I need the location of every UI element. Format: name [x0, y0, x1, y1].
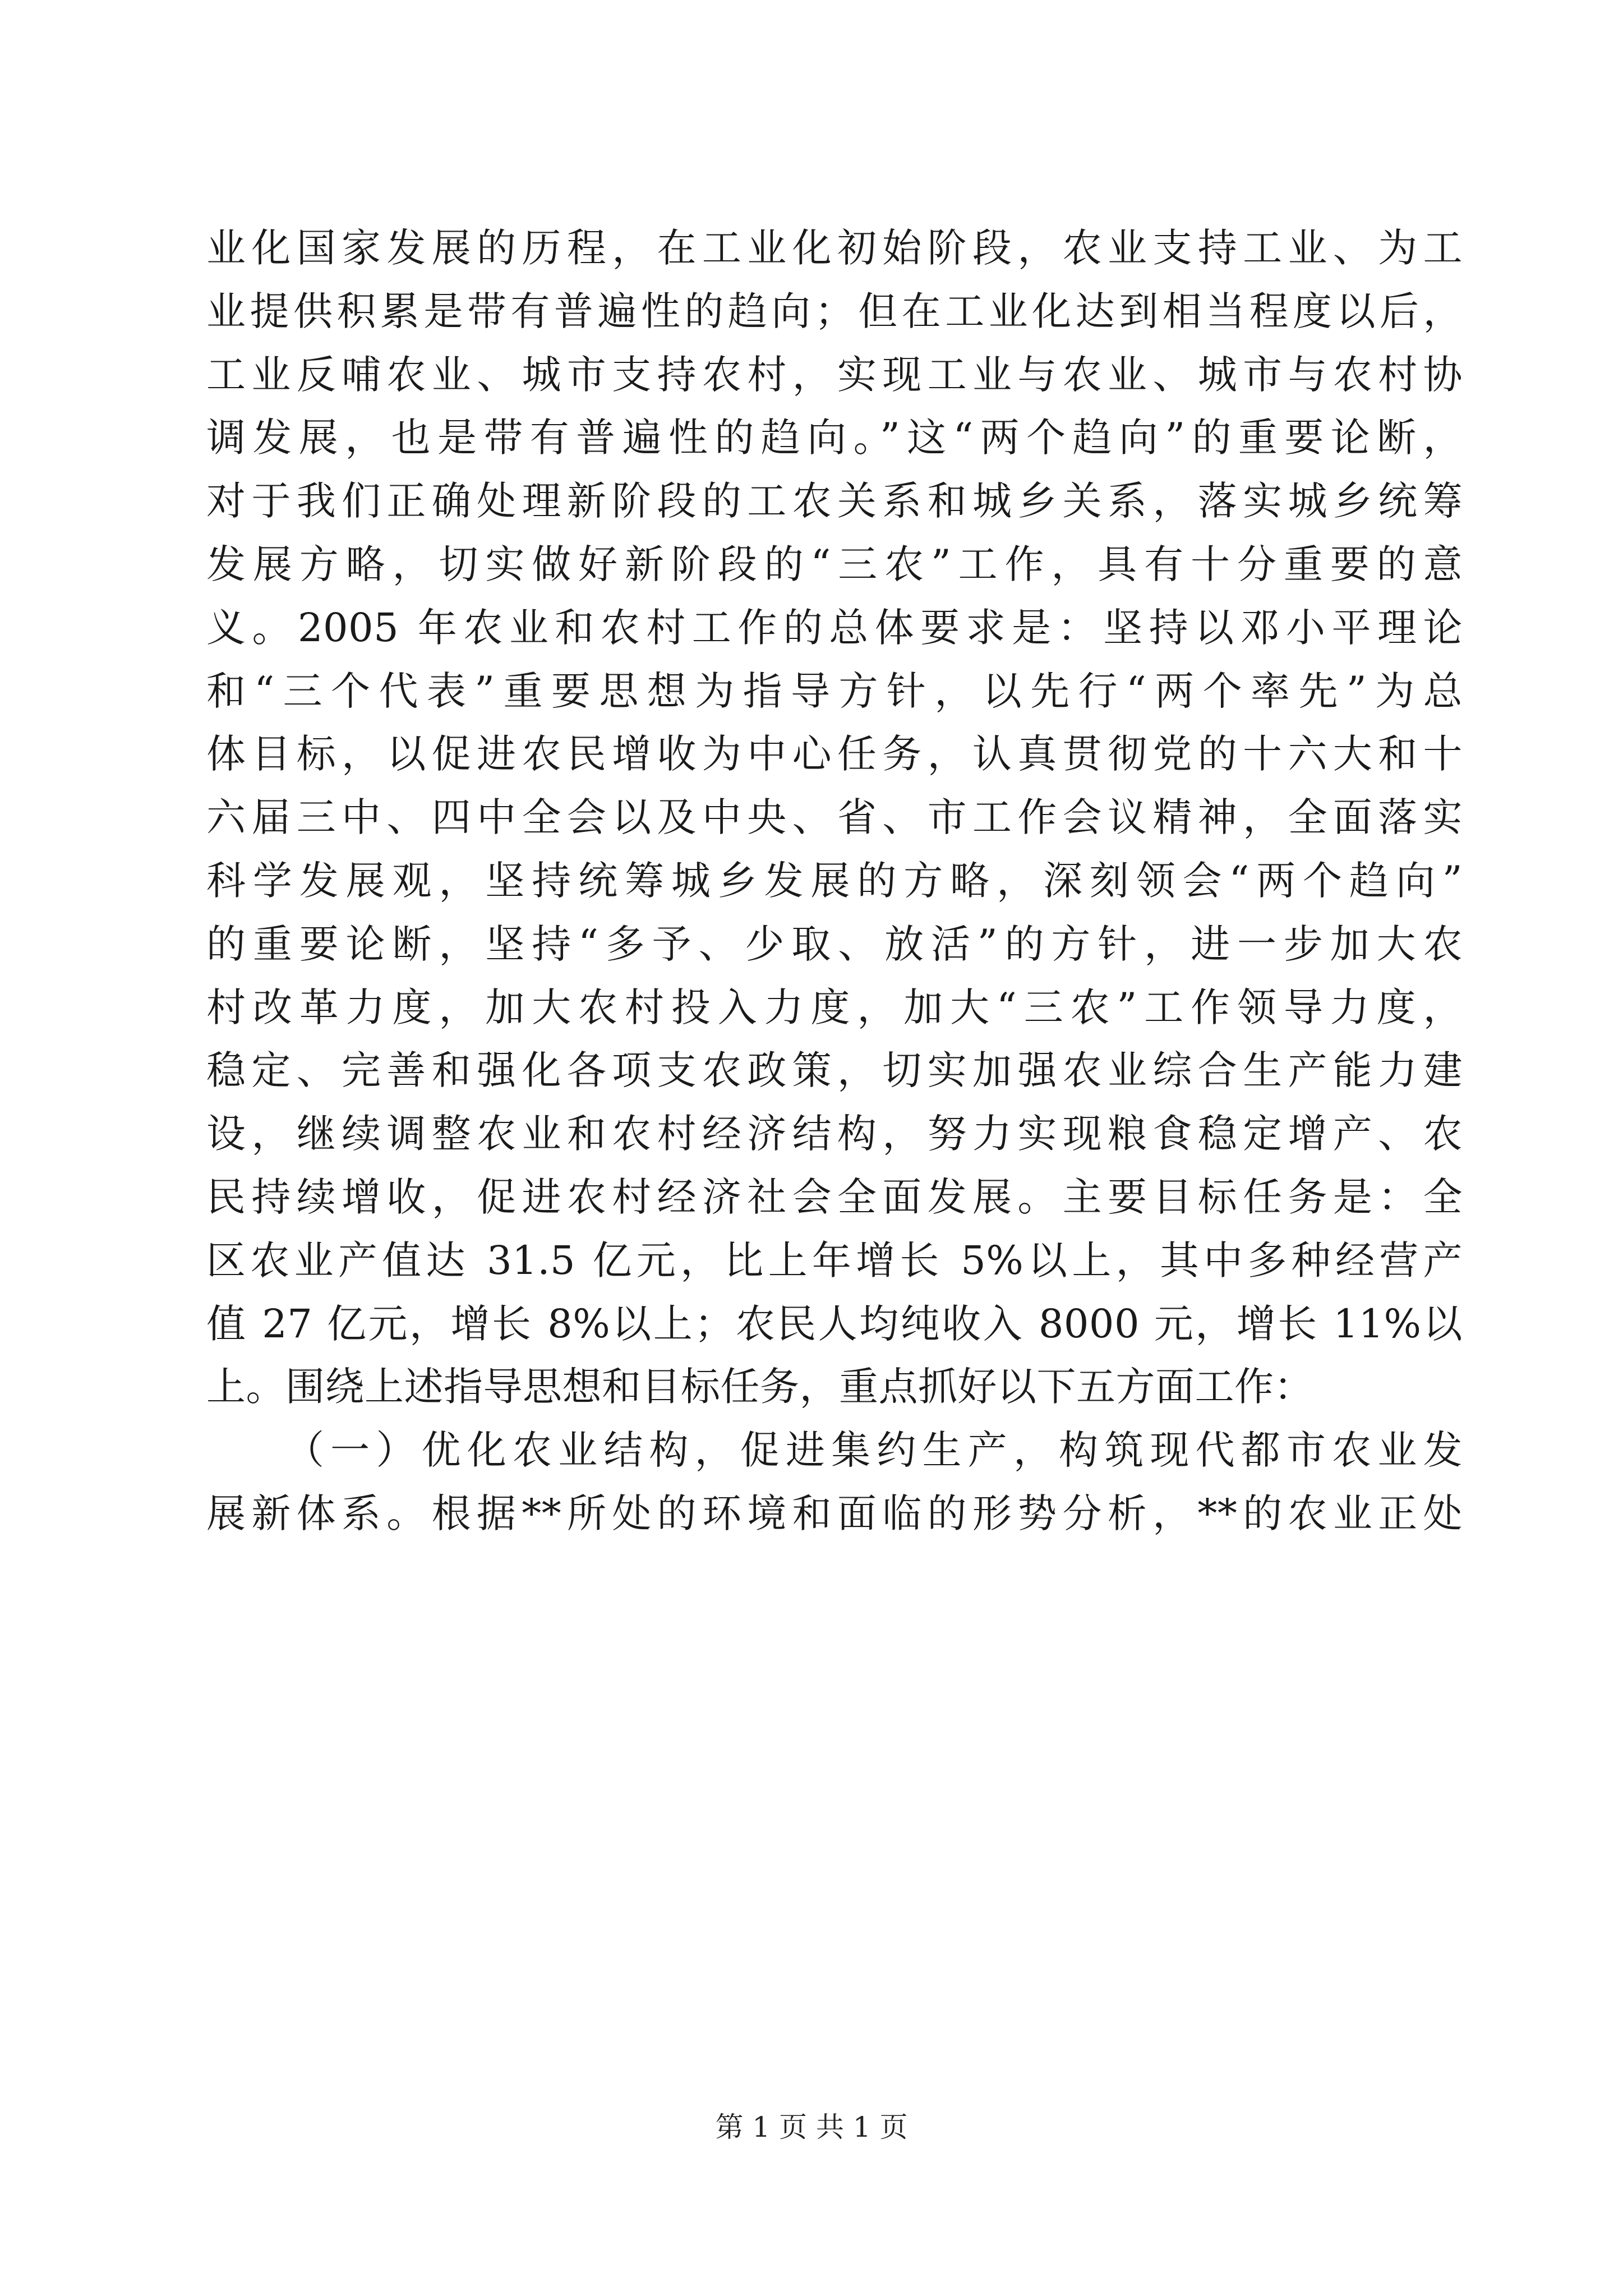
- document-body: [206, 217, 1463, 1545]
- text-line: 业化国家发展的历程，在工业化初始阶段，农业支持工业、为工: [206, 225, 1463, 271]
- text-line: 值 27 亿元，增长 8%以上；农民人均纯收入 8000 元，增长 11%以: [206, 1300, 1463, 1347]
- text-line: 体目标，以促进农民增收为中心任务，认真贯彻党的十六大和十: [206, 731, 1463, 777]
- text-line: 发展方略，切实做好新阶段的“三农”工作，具有十分重要的意: [206, 541, 1463, 587]
- text-line: 展新体系。根据**所处的环境和面临的形势分析，**的农业正处: [206, 1490, 1463, 1536]
- text-line: 六届三中、四中全会以及中央、省、市工作会议精神，全面落实: [206, 794, 1463, 841]
- text-line: 义。2005 年农业和农村工作的总体要求是：坚持以邓小平理论: [206, 604, 1463, 651]
- text-line: 设，继续调整农业和农村经济结构，努力实现粮食稳定增产、农: [206, 1111, 1463, 1157]
- text-line: 稳定、完善和强化各项支农政策，切实加强农业综合生产能力建: [206, 1047, 1463, 1094]
- text-line: 科学发展观，坚持统筹城乡发展的方略，深刻领会“两个趋向”: [206, 857, 1463, 904]
- paragraph-first-line: （一）优化农业结构，促进集约生产，构筑现代都市农业发: [285, 1427, 1463, 1474]
- page-number-footer: 第 1 页 共 1 页: [715, 2111, 908, 2143]
- text-line: 调发展，也是带有普遍性的趋向。”这“两个趋向”的重要论断，: [206, 415, 1463, 461]
- text-line: 工业反哺农业、城市支持农村，实现工业与农业、城市与农村协: [206, 351, 1463, 398]
- text-line: 村改革力度，加大农村投入力度，加大“三农”工作领导力度，: [206, 984, 1463, 1030]
- text-line: 民持续增收，促进农村经济社会全面发展。主要目标任务是：全: [206, 1174, 1463, 1220]
- text-line: 对于我们正确处理新阶段的工农关系和城乡关系，落实城乡统筹: [206, 478, 1463, 524]
- text-line: 上。围绕上述指导思想和目标任务，重点抓好以下五方面工作：: [206, 1364, 1313, 1410]
- text-line: 业提供积累是带有普遍性的趋向；但在工业化达到相当程度以后，: [206, 288, 1463, 334]
- text-line: 和“三个代表”重要思想为指导方针，以先行“两个率先”为总: [206, 668, 1463, 714]
- text-line: 的重要论断，坚持“多予、少取、放活”的方针，进一步加大农: [206, 921, 1463, 967]
- text-line: 区农业产值达 31.5 亿元，比上年增长 5%以上，其中多种经营产: [206, 1237, 1463, 1283]
